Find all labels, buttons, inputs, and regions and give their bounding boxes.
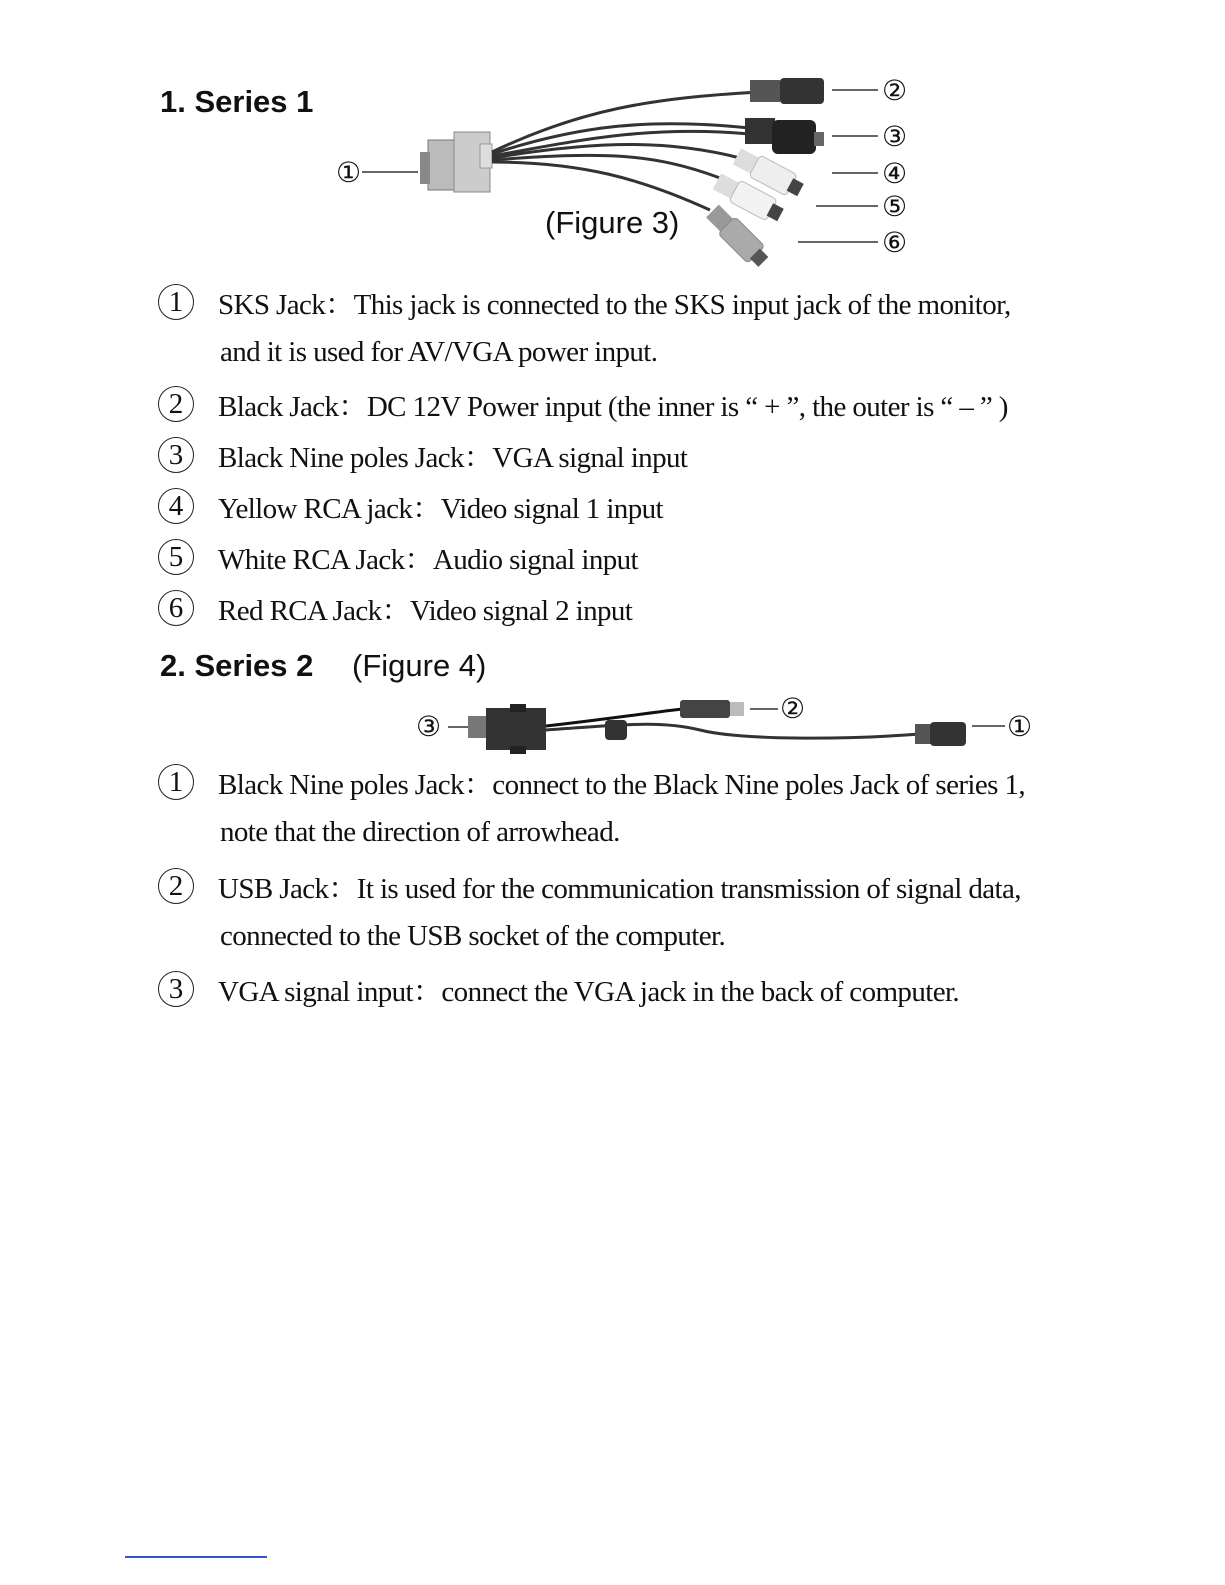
black-nine-poles-jack-3 [745,118,824,154]
item-number: 6 [158,590,194,626]
item-number: 5 [158,539,194,575]
item-text: Black Nine poles Jack：VGA signal input [218,441,688,474]
item-text: VGA signal input：connect the VGA jack in the back of computer. [218,975,960,1008]
series-1-heading: 1. Series 1 [160,84,314,119]
item-number: 3 [158,971,194,1007]
callout-2: ② [882,76,908,107]
figure-4-cable-diagram [400,680,1050,760]
list-item [158,586,632,630]
list-item [158,760,1025,804]
callout-1: ① [336,158,362,189]
item-text: Black Nine poles Jack：connect to the Black Nine poles Jack of series 1, [218,768,1026,801]
item-text: USB Jack：It is used for the communication transmission of signal data, [218,872,1021,905]
list-item [158,280,1011,324]
list-item [158,484,663,528]
item-text-continued: connected to the USB socket of the computer. [220,920,726,952]
list-item [158,535,638,579]
list-item [158,433,687,477]
list-item [158,864,1021,908]
footer-rule [125,1556,267,1558]
figure-4-caption: (Figure 4) [352,648,487,683]
ferrite-bead [605,720,627,740]
item-text-continued: and it is used for AV/VGA power input. [220,336,658,368]
list-item [158,382,1008,426]
figure-3-caption: (Figure 3) [545,205,680,240]
usb-plug [680,700,744,718]
callout-3: ③ [416,712,442,743]
item-text: White RCA Jack：Audio signal input [218,543,639,576]
callout-3: ③ [882,122,908,153]
sks-connector [420,132,492,192]
vga-connector [468,704,546,754]
callout-5: ⑤ [882,192,908,223]
callout-2: ② [780,694,806,725]
item-text: Black Jack：DC 12V Power input (the inner is “ + ”, the outer is “ – ” ) [218,390,1008,423]
item-text: Yellow RCA jack：Video signal 1 input [218,492,663,525]
figure-3-cable-diagram [320,70,940,280]
item-number: 1 [158,284,194,320]
item-number: 1 [158,764,194,800]
item-text: Red RCA Jack：Video signal 2 input [218,594,633,627]
list-item [158,967,959,1011]
item-text: SKS Jack：This jack is connected to the SKS input jack of the monitor, [218,288,1011,321]
callout-4: ④ [882,159,908,190]
item-number: 3 [158,437,194,473]
callout-6: ⑥ [882,228,908,259]
series-2-heading: 2. Series 2 [160,648,314,683]
item-number: 2 [158,868,194,904]
callout-1: ① [1007,712,1033,743]
black-nine-poles-plug [915,722,966,746]
black-jack-2 [750,78,824,104]
item-text-continued: note that the direction of arrowhead. [220,816,620,848]
item-number: 4 [158,488,194,524]
item-number: 2 [158,386,194,422]
